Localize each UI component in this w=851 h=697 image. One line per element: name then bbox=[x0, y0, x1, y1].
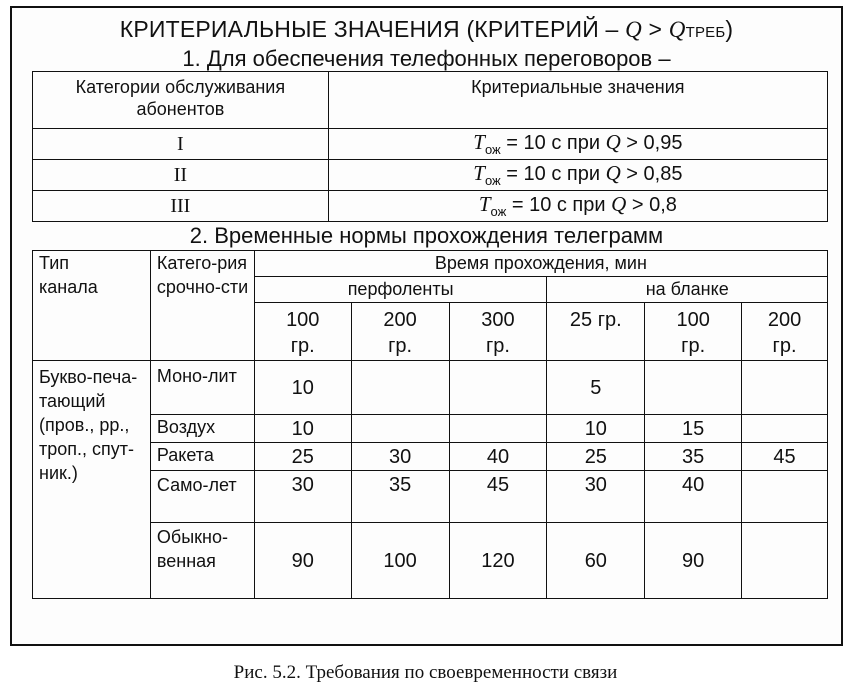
urgency-cell: Моно-лит bbox=[150, 361, 254, 415]
header-time: Время прохождения, мин bbox=[254, 251, 827, 277]
table-row bbox=[33, 415, 828, 443]
main-title-text: КРИТЕРИАЛЬНЫЕ ЗНАЧЕНИЯ (КРИТЕРИЙ – bbox=[119, 16, 626, 42]
header-row bbox=[33, 251, 828, 277]
urgency-cell: Само-лет bbox=[150, 471, 254, 523]
title-close: ) bbox=[725, 16, 734, 42]
table-row bbox=[33, 191, 828, 222]
value-cell: 10 bbox=[547, 415, 645, 443]
value-cell: 45 bbox=[742, 443, 828, 471]
channel-cell: Букво-печа-тающий (пров., рр., троп., спут-ник.) bbox=[33, 361, 151, 599]
value-cell: 5 bbox=[547, 361, 645, 415]
value-cell: 45 bbox=[449, 471, 547, 523]
header-categories: Категории обслуживания абонентов bbox=[33, 72, 329, 129]
table-row bbox=[33, 160, 828, 191]
value-cell bbox=[742, 361, 828, 415]
value-cell bbox=[742, 471, 828, 523]
category-cell: III bbox=[33, 191, 329, 222]
header-on-form: на бланке bbox=[547, 277, 828, 303]
t-symbol: $T_{ож}$ bbox=[473, 130, 501, 158]
criteria-cell: $T_{ож} = 10$ с при Q > 0,85 bbox=[328, 160, 827, 191]
telegram-norms-table bbox=[32, 250, 828, 599]
category-cell: II bbox=[33, 160, 329, 191]
value-cell: 25 bbox=[254, 443, 351, 471]
table-row bbox=[33, 443, 828, 471]
value-cell: 10 bbox=[254, 415, 351, 443]
section-1-title: 1. Для обеспечения телефонных переговоров – bbox=[182, 46, 671, 71]
t-symbol: $T_{ож}$ bbox=[473, 161, 501, 189]
t-symbol: $T_{ож}$ bbox=[478, 192, 507, 220]
criteria-cell: $T_{ож} = 10$ с при Q > 0,95 bbox=[328, 129, 827, 160]
header-channel-type: Тип канала bbox=[33, 251, 151, 361]
value-cell bbox=[645, 361, 742, 415]
value-cell: 100 bbox=[351, 523, 449, 599]
figure-caption: Рис. 5.2. Требования по своевременности связи bbox=[233, 662, 618, 683]
q-symbol: Q bbox=[668, 17, 686, 42]
value-cell: 90 bbox=[645, 523, 742, 599]
value-cell bbox=[351, 361, 449, 415]
value-cell bbox=[449, 361, 547, 415]
value-cell: 30 bbox=[547, 471, 645, 523]
figure-sheet bbox=[10, 6, 843, 646]
size-header: 200 гр. bbox=[351, 303, 449, 361]
table-row bbox=[33, 523, 828, 599]
value-cell: 30 bbox=[254, 471, 351, 523]
table-row bbox=[33, 471, 828, 523]
urgency-cell: Обыкно-венная bbox=[150, 523, 254, 599]
urgency-cell: Ракета bbox=[150, 443, 254, 471]
value-cell: 60 bbox=[547, 523, 645, 599]
q-subscript: ТРЕБ bbox=[685, 24, 726, 41]
value-cell: 120 bbox=[449, 523, 547, 599]
value-cell: 10 bbox=[254, 361, 351, 415]
table-row bbox=[33, 129, 828, 160]
size-header: 25 гр. bbox=[547, 303, 645, 361]
q-symbol: Q bbox=[625, 17, 642, 42]
value-cell bbox=[742, 523, 828, 599]
header-perforated-tape: перфоленты bbox=[254, 277, 547, 303]
value-cell: 40 bbox=[645, 471, 742, 523]
value-cell: 25 bbox=[547, 443, 645, 471]
header-criteria: Критериальные значения bbox=[328, 72, 827, 129]
header-category: Катего-рия срочно-сти bbox=[150, 251, 254, 361]
criteria-cell: $T_{ож} = 10$ с при Q > 0,8 bbox=[328, 191, 827, 222]
value-cell: 30 bbox=[351, 443, 449, 471]
value-cell: 15 bbox=[645, 415, 742, 443]
urgency-cell: Воздух bbox=[150, 415, 254, 443]
value-cell bbox=[449, 415, 547, 443]
section-2-title: 2. Временные нормы прохождения телеграмм bbox=[189, 223, 664, 248]
value-cell: 40 bbox=[449, 443, 547, 471]
gt-symbol: > bbox=[641, 16, 669, 42]
value-cell bbox=[351, 415, 449, 443]
value-cell: 35 bbox=[645, 443, 742, 471]
size-header: 100 гр. bbox=[645, 303, 742, 361]
size-header: 300 гр. bbox=[449, 303, 547, 361]
main-title bbox=[12, 16, 841, 43]
telephone-criteria-table bbox=[32, 71, 828, 222]
value-cell bbox=[742, 415, 828, 443]
size-header: 200 гр. bbox=[742, 303, 828, 361]
table-row bbox=[33, 361, 828, 415]
category-cell: I bbox=[33, 129, 329, 160]
table-header-row bbox=[33, 72, 828, 129]
value-cell: 35 bbox=[351, 471, 449, 523]
value-cell: 90 bbox=[254, 523, 351, 599]
size-header: 100 гр. bbox=[254, 303, 351, 361]
